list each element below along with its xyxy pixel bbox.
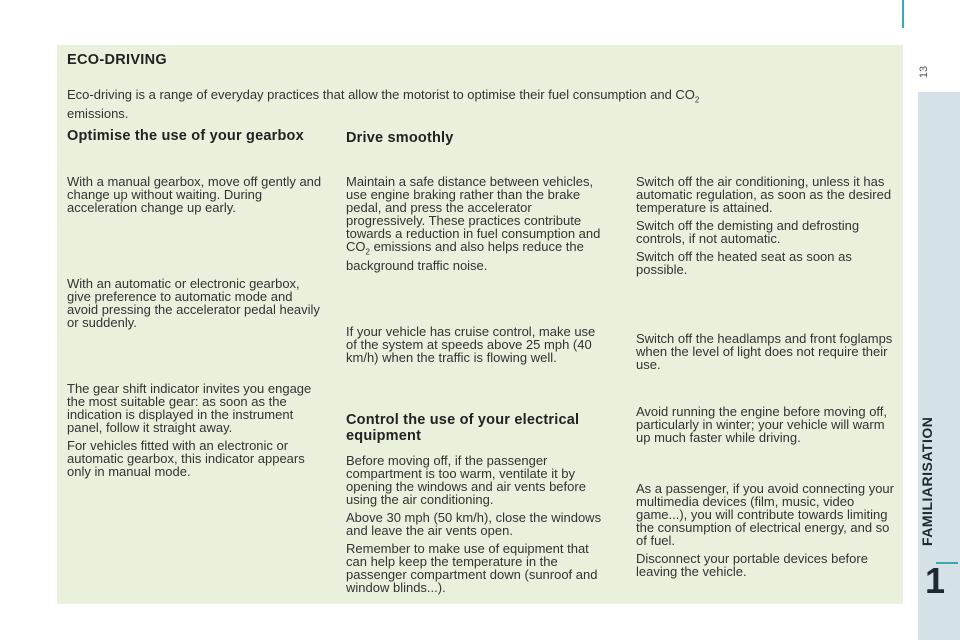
gear-indicator-note: For vehicles fitted with an electronic or automatic gearbox, this indicator appears only in manual mode. xyxy=(67,438,305,479)
heading-drive-smoothly: Drive smoothly xyxy=(346,130,454,146)
heading-electrical-equipment: Control the use of your electrical equipment xyxy=(346,412,580,444)
intro-tail: emissions. xyxy=(67,105,129,121)
intro-subscript: 2 xyxy=(694,95,700,105)
section-title: ECO-DRIVING xyxy=(67,52,167,68)
drive-smoothly-tail: emissions and also helps reduce the background traffic noise. xyxy=(346,239,584,273)
gear-indicator-block xyxy=(67,382,325,478)
gearbox-manual-paragraph: With a manual gearbox, move off gently and change up without waiting. During acceleration change up early. xyxy=(67,174,322,215)
cruise-control-paragraph: If your vehicle has cruise control, make use of the system at speeds above 25 mph (40 km/h) when the traffic is flowing well. xyxy=(346,324,596,365)
drive-smoothly-paragraph xyxy=(346,175,612,272)
gearbox-automatic-paragraph: With an automatic or electronic gearbox, give preference to automatic mode and avoid pressing the accelerator pedal heavily or suddenly. xyxy=(67,276,320,330)
drive-smoothly-text: Maintain a safe distance between vehicles, use engine braking rather than the brake pedal, and press the accelerator progressively. These practices contribute towards a reduction in fuel consumption and CO xyxy=(346,174,601,254)
top-accent-rule xyxy=(902,0,904,28)
chapter-label-text: FAMILIARISATION xyxy=(919,416,935,546)
electrical-equipment-block xyxy=(346,454,612,594)
heated-seat-paragraph: Switch off the heated seat as soon as possible. xyxy=(636,249,852,277)
intro-paragraph xyxy=(67,88,847,120)
intro-text: Eco-driving is a range of everyday practices that allow the motorist to optimise their fuel consumption and CO xyxy=(67,87,695,102)
column-gearbox xyxy=(67,128,325,144)
chapter-side-tab xyxy=(918,92,960,640)
chapter-number: 1 xyxy=(925,560,946,601)
multimedia-paragraph: As a passenger, if you avoid connecting your multimedia devices (film, music, video game...), you will contribute towards limiting the consumption of electrical energy, and so of fuel. xyxy=(636,481,894,548)
chapter-label xyxy=(919,416,949,546)
gear-indicator-paragraph: The gear shift indicator invites you engage the most suitable gear: as soon as the indication is displayed in the instrument panel, follow it straight away. xyxy=(67,381,312,435)
disconnect-paragraph: Disconnect your portable devices before leaving the vehicle. xyxy=(636,551,868,579)
drive-smoothly-subscript: 2 xyxy=(365,247,370,257)
engine-warmup-paragraph: Avoid running the engine before moving off, particularly in winter; your vehicle will warm up much faster while driving. xyxy=(636,404,888,445)
switch-off-block xyxy=(636,175,898,276)
passenger-devices-block xyxy=(636,482,898,578)
heading-gearbox: Optimise the use of your gearbox xyxy=(67,128,304,144)
demisting-paragraph: Switch off the demisting and defrosting controls, if not automatic. xyxy=(636,218,860,246)
air-conditioning-paragraph: Switch off the air conditioning, unless it has automatic regulation, as soon as the desired temperature is attained. xyxy=(636,174,892,215)
equipment-paragraph: Remember to make use of equipment that can help keep the temperature in the passenger compartment down (sunroof and window blinds...). xyxy=(346,541,598,595)
headlamps-paragraph: Switch off the headlamps and front foglamps when the level of light does not require their use. xyxy=(636,331,893,372)
page-number: 13 xyxy=(918,65,931,79)
windows-paragraph: Above 30 mph (50 km/h), close the windows and leave the air vents open. xyxy=(346,510,602,538)
ventilate-paragraph: Before moving off, if the passenger compartment is too warm, ventilate it by opening the windows and air vents before using the air conditioning. xyxy=(346,453,586,507)
